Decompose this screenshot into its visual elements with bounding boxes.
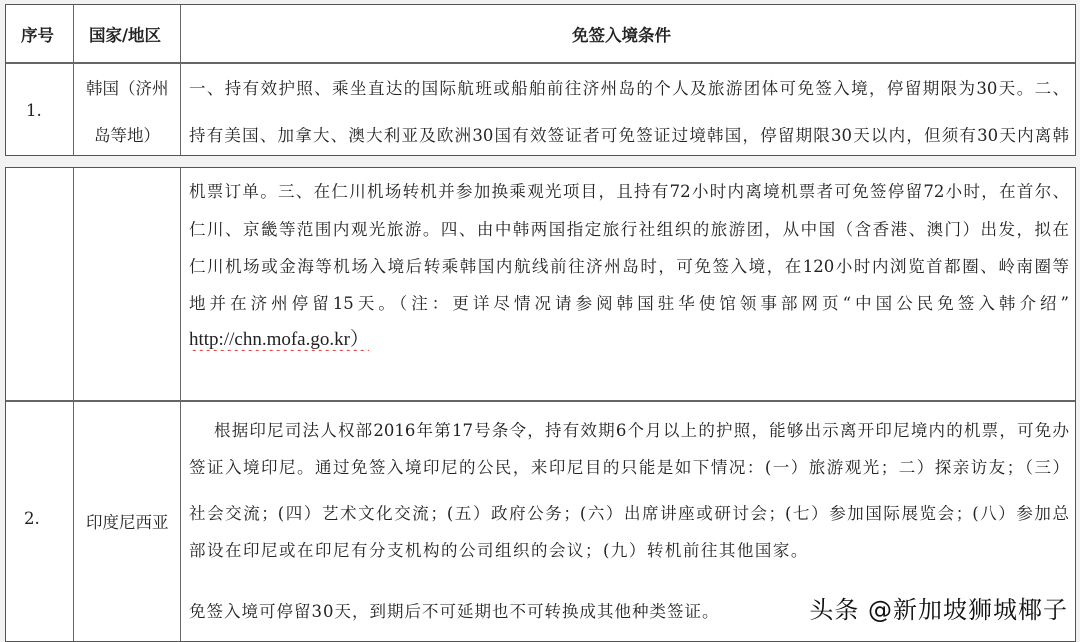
row-2-text-line: 免签入境可停留30天，到期后不可延期也不可转换成其他种类签证。 bbox=[189, 602, 720, 621]
row-1-text-line: 持有美国、加拿大、澳大利亚及欧洲30国有效签证者可免签证过境韩国，停留期限30天以内，但须有30天内离韩 bbox=[189, 126, 1069, 145]
row-divider bbox=[6, 400, 1075, 402]
row-2-text-line: 根据印尼司法人权部2016年第17号条令，持有效期6个月以上的护照，能够出示离开印尼境内的机票，可免办 bbox=[214, 421, 1069, 440]
row-1-text-line: 仁川机场或金海等机场入境后转乘韩国内航线前往济州岛时，可免签入境，在120小时内浏览首都圈、岭南圈等 bbox=[189, 257, 1069, 276]
row-2-text-line: 社会交流；(四）艺术文化交流；(五）政府公务；(六）出席讲座或研讨会；(七）参加国际展览会；(八）参加总 bbox=[189, 504, 1069, 523]
row-2-country: 印度尼西亚 bbox=[86, 513, 169, 532]
header-index: 序号 bbox=[21, 26, 54, 45]
consulate-link[interactable]: http://chn.mofa.go.kr） bbox=[189, 329, 369, 350]
row-1-country-line-2: 岛等地） bbox=[94, 126, 160, 145]
visa-table-top bbox=[5, 4, 1076, 156]
header-conditions: 免签入境条件 bbox=[572, 26, 671, 45]
row-1-text-line: 仁川、京畿等范围内观光旅游。四、由中韩两国指定旅行社组织的旅游团，从中国（含香港、澳门）出发，拟在 bbox=[189, 220, 1069, 239]
row-1-country-line-1: 韩国（济州 bbox=[86, 79, 169, 98]
column-divider bbox=[180, 168, 181, 641]
watermark: 头条 @新加坡狮城椰子 bbox=[809, 596, 1068, 624]
row-1-index: 1. bbox=[26, 101, 42, 120]
column-divider bbox=[73, 168, 74, 641]
row-2-text-line: 签证入境印尼。通过免签入境印尼的公民，来印尼目的只能是如下情况：(一）旅游观光；二）探亲访友；（三） bbox=[189, 458, 1069, 477]
row-1-text-line: 机票订单。三、在仁川机场转机并参加换乘观光项目，且持有72小时内离境机票者可免签停留72小时，在首尔、 bbox=[189, 182, 1069, 201]
row-2-text-line: 部设在印尼或在印尼有分支机构的公司组织的会议；(九）转机前往其他国家。 bbox=[189, 541, 809, 560]
row-2-index: 2. bbox=[24, 509, 40, 528]
column-divider bbox=[73, 5, 74, 155]
row-divider bbox=[6, 62, 1075, 64]
header-country: 国家/地区 bbox=[89, 26, 162, 45]
visa-table-bottom bbox=[5, 167, 1076, 642]
row-1-text-line: 一、持有效护照、乘坐直达的国际航班或船舶前往济州岛的个人及旅游团体可免签入境，停留期限为30天。二、 bbox=[189, 79, 1069, 98]
row-1-text-line: 地并在济州停留15天。（注：更详尽情况请参阅韩国驻华使馆领事部网页“中国公民免签入韩介绍” bbox=[189, 294, 1069, 313]
row-1-url[interactable] bbox=[189, 324, 1069, 351]
column-divider bbox=[180, 5, 181, 155]
